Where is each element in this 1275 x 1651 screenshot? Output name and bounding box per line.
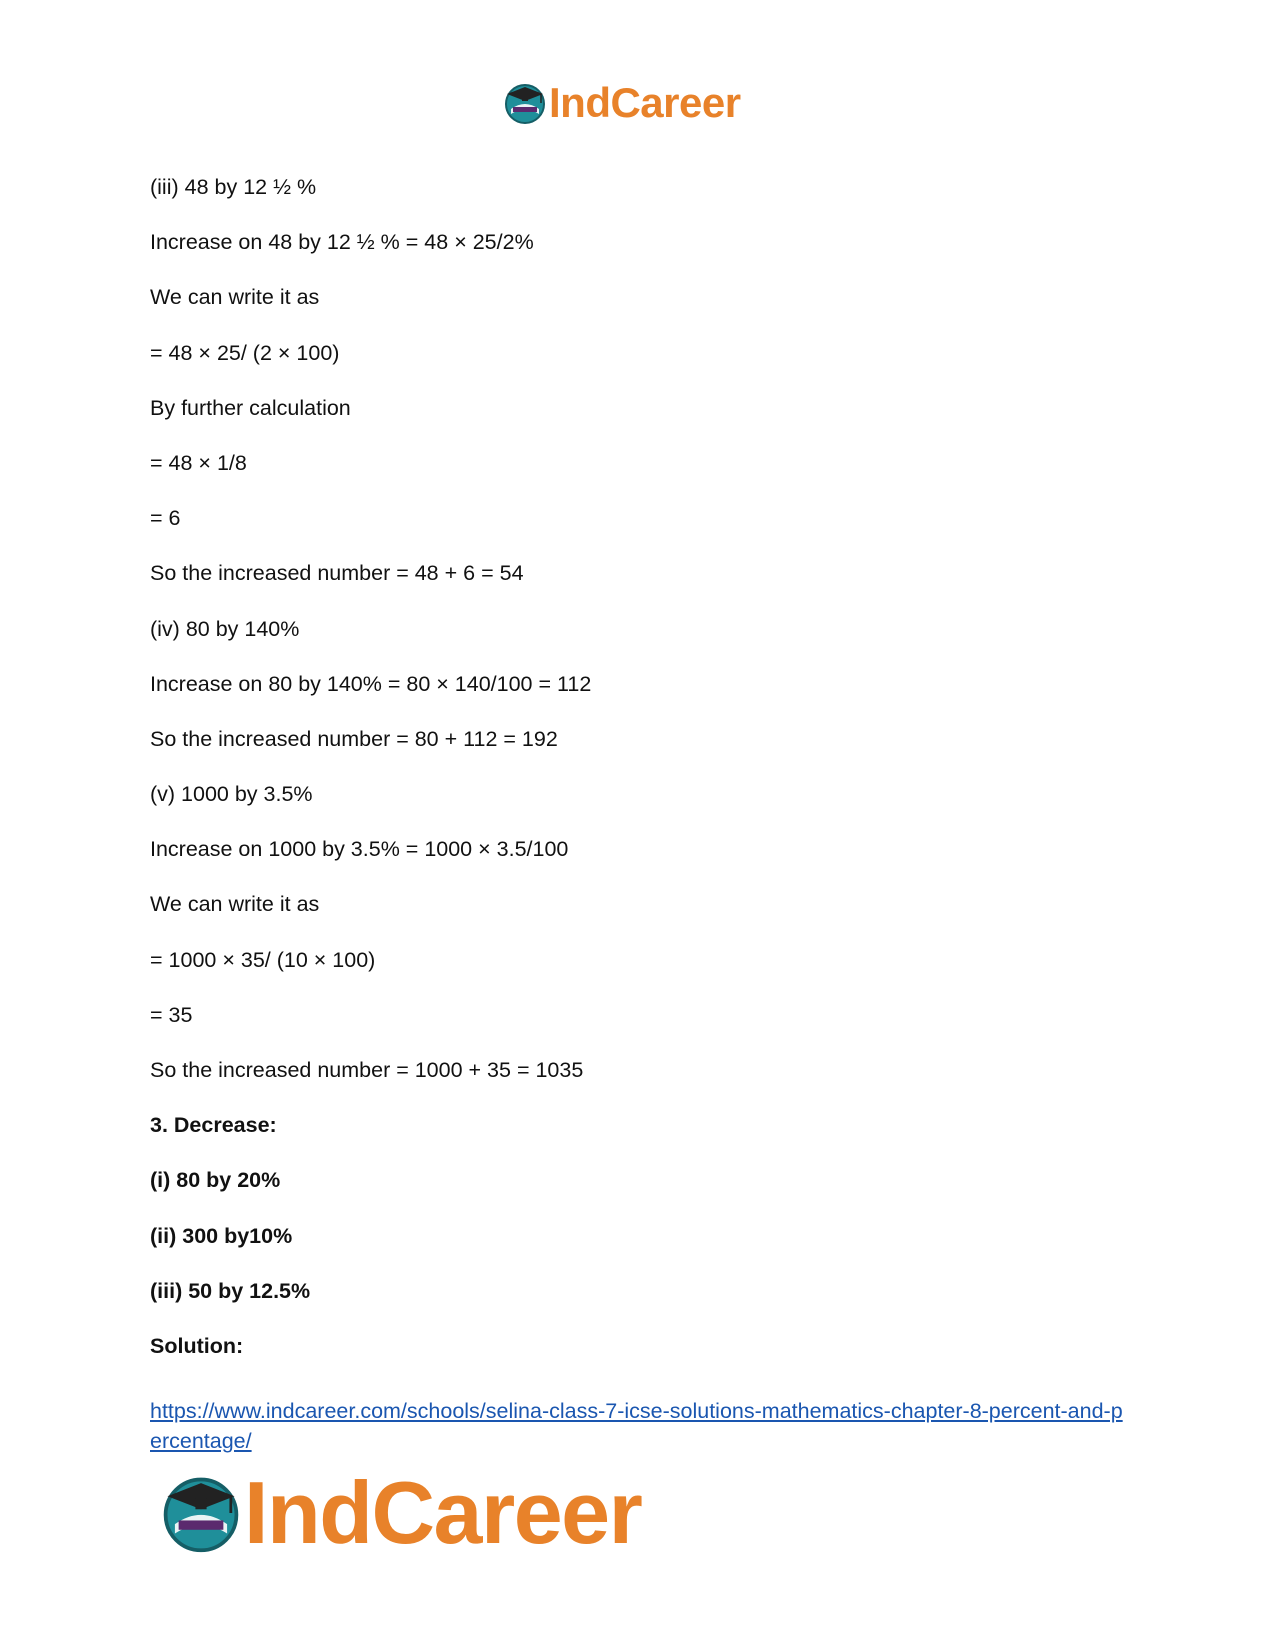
question-part: (iii) 50 by 12.5%	[150, 1278, 311, 1303]
solution-label: Solution:	[150, 1333, 244, 1358]
logo-wordmark: IndCareer	[244, 1463, 642, 1562]
solution-line: Increase on 1000 by 3.5% = 1000 × 3.5/100	[150, 837, 569, 862]
solution-line: = 1000 × 35/ (10 × 100)	[150, 947, 376, 972]
solution-line: = 35	[150, 1002, 193, 1027]
graduation-cap-globe-icon	[503, 81, 547, 125]
solution-line: = 48 × 1/8	[150, 450, 247, 475]
solution-line: = 48 × 25/ (2 × 100)	[150, 340, 340, 365]
question-part: (ii) 300 by10%	[150, 1223, 293, 1248]
graduation-cap-globe-icon	[160, 1472, 242, 1554]
footer-logo	[160, 1463, 642, 1562]
solution-line: Increase on 80 by 140% = 80 × 140/100 = 112	[150, 671, 592, 696]
solution-line: Increase on 48 by 12 ½ % = 48 × 25/2%	[150, 230, 534, 255]
solution-line: (iv) 80 by 140%	[150, 616, 300, 641]
solution-line: So the increased number = 48 + 6 = 54	[150, 561, 524, 586]
source-link[interactable]: https://www.indcareer.com/schools/selina-class-7-icse-solutions-mathematics-chapter-8-percent-and-percentage/	[150, 1399, 1123, 1453]
solution-line: = 6	[150, 506, 181, 531]
solution-line: So the increased number = 1000 + 35 = 1035	[150, 1058, 584, 1082]
solution-body	[150, 174, 1130, 1388]
solution-line: By further calculation	[150, 395, 351, 420]
logo-wordmark: IndCareer	[549, 79, 741, 126]
solution-line: So the increased number = 80 + 112 = 192	[150, 726, 558, 751]
header-logo	[503, 78, 741, 128]
solution-line: (v) 1000 by 3.5%	[150, 782, 313, 807]
solution-line: We can write it as	[150, 892, 320, 917]
solution-line: We can write it as	[150, 285, 320, 310]
solution-line: (iii) 48 by 12 ½ %	[150, 175, 317, 199]
question-heading: 3. Decrease:	[150, 1113, 277, 1138]
question-part: (i) 80 by 20%	[150, 1168, 281, 1193]
